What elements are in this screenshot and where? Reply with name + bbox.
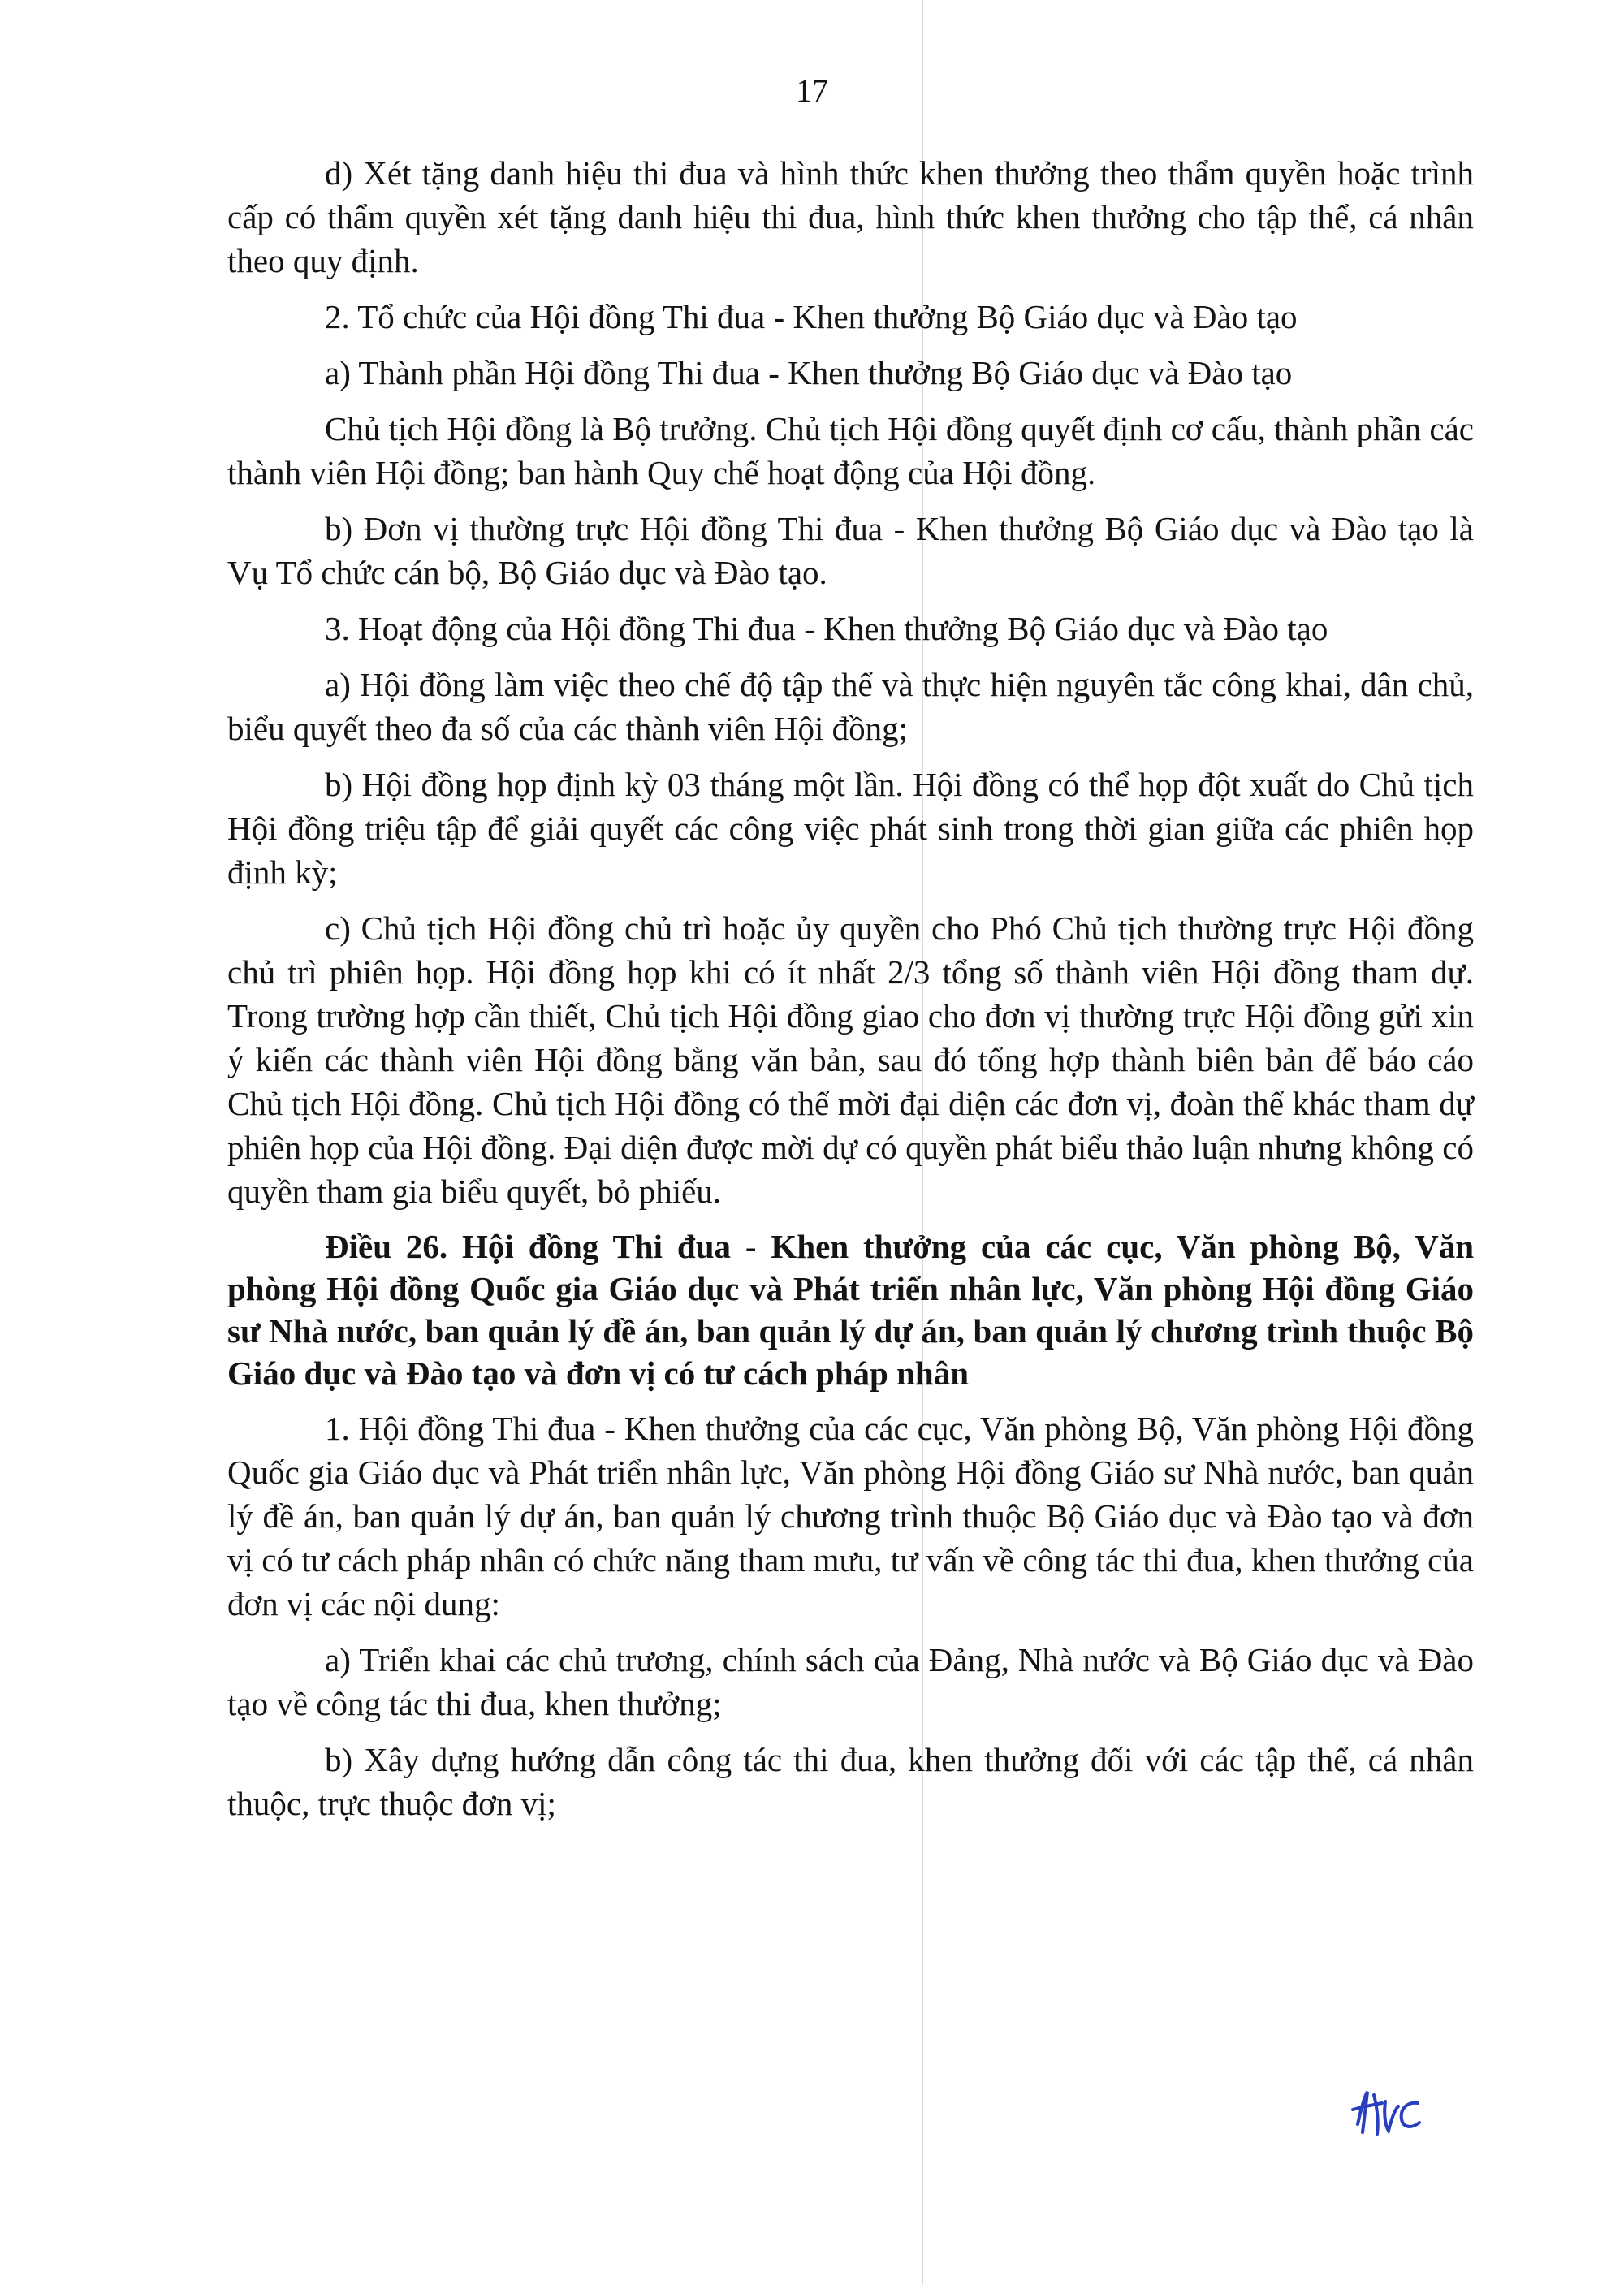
handwritten-initials-icon: [1350, 2085, 1423, 2142]
section-3-council-activities: 3. Hoạt động của Hội đồng Thi đua - Khen thưởng Bộ Giáo dục và Đào tạo: [325, 610, 1328, 647]
document-body: [227, 151, 1474, 1838]
paragraph-a-collective-work: a) Hội đồng làm việc theo chế độ tập thể và thực hiện nguyên tắc công khai, dân chủ, biểu quyết theo đa số của các thành viên Hội đồng;: [227, 666, 1474, 747]
paragraph-chairman: Chủ tịch Hội đồng là Bộ trưởng. Chủ tịch Hội đồng quyết định cơ cấu, thành phần các thành viên Hội đồng; ban hành Quy chế hoạt động của Hội đồng.: [227, 410, 1474, 491]
article-26-clause-1: 1. Hội đồng Thi đua - Khen thưởng của các cục, Văn phòng Bộ, Văn phòng Hội đồng Quốc gia Giáo dục và Phát triển nhân lực, Văn phòng Hội đồng Giáo sư Nhà nước, ban quản lý đề án, ban quản lý dự án, ban quản lý chương trình thuộc Bộ Giáo dục và Đào tạo và đơn vị có tư cách pháp nhân có chức năng tham mưu, tư vấn về công tác thi đua, khen thưởng của đơn vị các nội dung:: [227, 1410, 1474, 1622]
section-2-council-organization: 2. Tổ chức của Hội đồng Thi đua - Khen thưởng Bộ Giáo dục và Đào tạo: [325, 298, 1298, 335]
paragraph-d-award-authority: d) Xét tặng danh hiệu thi đua và hình thức khen thưởng theo thẩm quyền hoặc trình cấp có thẩm quyền xét tặng danh hiệu thi đua, hình thức khen thưởng cho tập thể, cá nhân theo quy định.: [227, 154, 1474, 279]
paragraph-a-council-composition: a) Thành phần Hội đồng Thi đua - Khen thưởng Bộ Giáo dục và Đào tạo: [325, 354, 1293, 391]
paragraph-c-meeting-chair: c) Chủ tịch Hội đồng chủ trì hoặc ủy quyền cho Phó Chủ tịch thường trực Hội đồng chủ trì phiên họp. Hội đồng họp khi có ít nhất 2/3 tổng số thành viên Hội đồng tham dự. Trong trường hợp cần thiết, Chủ tịch Hội đồng giao cho đơn vị thường trực Hội đồng gửi xin ý kiến các thành viên Hội đồng bằng văn bản, sau đó tổng hợp thành biên bản để báo cáo Chủ tịch Hội đồng. Chủ tịch Hội đồng có thể mời đại diện các đơn vị, đoàn thể khác tham dự phiên họp của Hội đồng. Đại diện được mời dự có quyền phát biểu thảo luận nhưng không có quyền tham gia biểu quyết, bỏ phiếu.: [227, 909, 1474, 1210]
article-26-heading: Điều 26. Hội đồng Thi đua - Khen thưởng của các cục, Văn phòng Bộ, Văn phòng Hội đồng Quốc gia Giáo dục và Phát triển nhân lực, Văn phòng Hội đồng Giáo sư Nhà nước, ban quản lý đề án, ban quản lý dự án, ban quản lý chương trình thuộc Bộ Giáo dục và Đào tạo và đơn vị có tư cách pháp nhân: [227, 1228, 1474, 1392]
paragraph-b-periodic-meetings: b) Hội đồng họp định kỳ 03 tháng một lần. Hội đồng có thể họp đột xuất do Chủ tịch Hội đồng triệu tập để giải quyết các công việc phát sinh trong thời gian giữa các phiên họp định kỳ;: [227, 766, 1474, 891]
page-number: 17: [796, 72, 828, 109]
article-26-point-a: a) Triển khai các chủ trương, chính sách của Đảng, Nhà nước và Bộ Giáo dục và Đào tạo về công tác thi đua, khen thưởng;: [227, 1641, 1474, 1722]
article-26-point-b: b) Xây dựng hướng dẫn công tác thi đua, khen thưởng đối với các tập thể, cá nhân thuộc, trực thuộc đơn vị;: [227, 1741, 1474, 1822]
paragraph-b-standing-unit: b) Đơn vị thường trực Hội đồng Thi đua - Khen thưởng Bộ Giáo dục và Đào tạo là Vụ Tổ chức cán bộ, Bộ Giáo dục và Đào tạo.: [227, 510, 1474, 591]
